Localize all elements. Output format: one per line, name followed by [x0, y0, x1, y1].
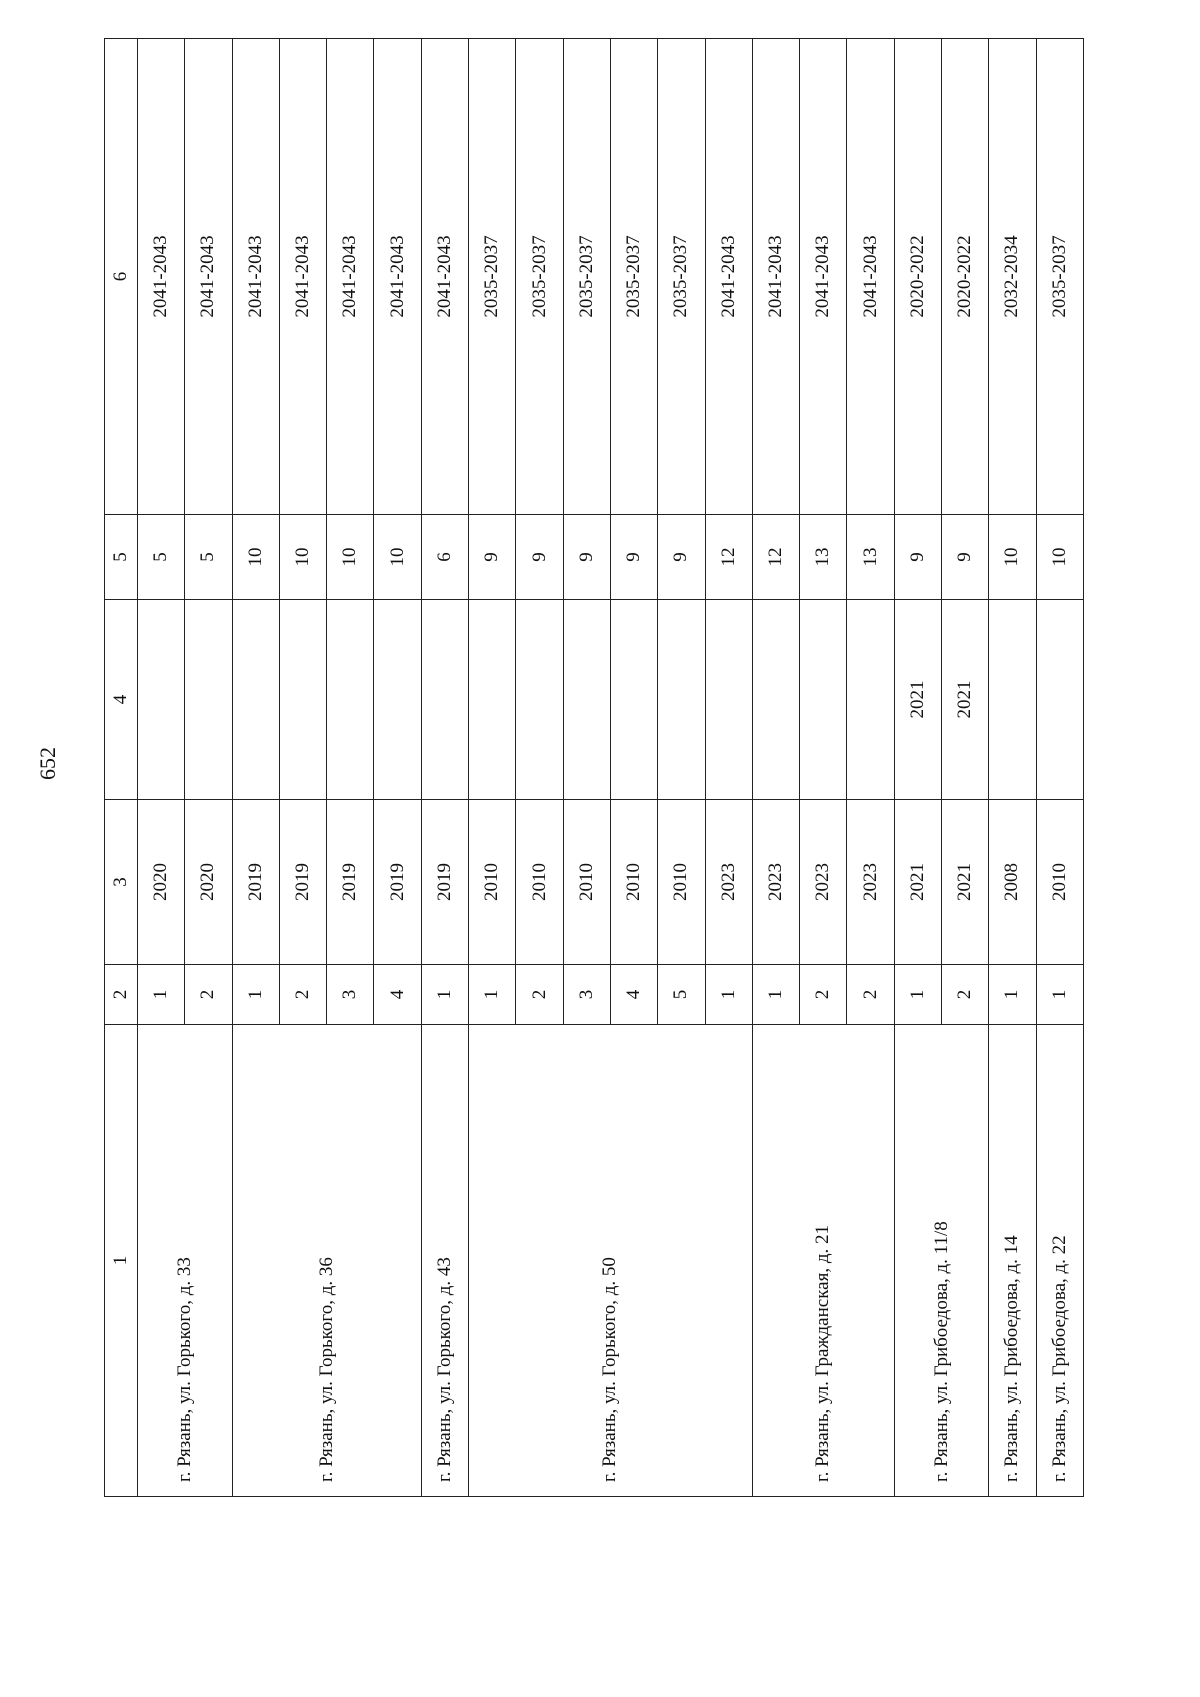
cell-c3: 2020	[138, 800, 185, 965]
cell-c6: 2041-2043	[185, 39, 232, 515]
cell-c5: 9	[469, 515, 516, 600]
cell-c6: 2035-2037	[1036, 39, 1083, 515]
cell-c2: 1	[421, 965, 468, 1025]
cell-c2: 4	[610, 965, 657, 1025]
cell-c4: 2021	[894, 600, 941, 800]
cell-c2: 1	[989, 965, 1036, 1025]
cell-c2: 2	[516, 965, 563, 1025]
cell-c6: 2020-2022	[894, 39, 941, 515]
table-row	[989, 39, 1036, 1497]
cell-c3: 2010	[516, 800, 563, 965]
cell-c2: 3	[327, 965, 374, 1025]
cell-c4	[752, 600, 799, 800]
column-header: 3	[105, 800, 138, 965]
cell-c2: 2	[279, 965, 326, 1025]
cell-c3: 2008	[989, 800, 1036, 965]
cell-c3: 2019	[279, 800, 326, 965]
cell-c3: 2021	[894, 800, 941, 965]
cell-c5: 5	[138, 515, 185, 600]
cell-c2: 1	[138, 965, 185, 1025]
address-cell: г. Рязань, ул. Грибоедова, д. 22	[1036, 1025, 1083, 1497]
cell-c2: 1	[232, 965, 279, 1025]
cell-c4	[469, 600, 516, 800]
column-header: 2	[105, 965, 138, 1025]
cell-c4	[847, 600, 894, 800]
cell-c5: 10	[327, 515, 374, 600]
cell-c4	[658, 600, 705, 800]
cell-c2: 3	[563, 965, 610, 1025]
cell-c2: 4	[374, 965, 421, 1025]
cell-c6: 2041-2043	[374, 39, 421, 515]
cell-c5: 13	[847, 515, 894, 600]
cell-c3: 2019	[232, 800, 279, 965]
cell-c5: 10	[232, 515, 279, 600]
cell-c3: 2021	[942, 800, 989, 965]
cell-c6: 2041-2043	[138, 39, 185, 515]
cell-c5: 9	[610, 515, 657, 600]
cell-c6: 2041-2043	[705, 39, 752, 515]
cell-c2: 1	[705, 965, 752, 1025]
cell-c6: 2035-2037	[516, 39, 563, 515]
cell-c3: 2023	[705, 800, 752, 965]
cell-c5: 9	[516, 515, 563, 600]
table-row	[1036, 39, 1083, 1497]
cell-c5: 10	[1036, 515, 1083, 600]
cell-c6: 2035-2037	[610, 39, 657, 515]
cell-c4	[516, 600, 563, 800]
cell-c5: 10	[279, 515, 326, 600]
cell-c5: 12	[752, 515, 799, 600]
address-cell: г. Рязань, ул. Гражданская, д. 21	[752, 1025, 894, 1497]
table-row	[469, 39, 516, 1497]
table-row	[421, 39, 468, 1497]
cell-c2: 2	[800, 965, 847, 1025]
cell-c4	[138, 600, 185, 800]
cell-c6: 2041-2043	[327, 39, 374, 515]
page-number: 652	[35, 747, 60, 780]
cell-c6: 2035-2037	[563, 39, 610, 515]
cell-c5: 6	[421, 515, 468, 600]
cell-c6: 2035-2037	[469, 39, 516, 515]
address-cell: г. Рязань, ул. Грибоедова, д. 11/8	[894, 1025, 989, 1497]
cell-c3: 2019	[374, 800, 421, 965]
cell-c3: 2023	[847, 800, 894, 965]
cell-c2: 2	[185, 965, 232, 1025]
schedule-table-rotated	[104, 39, 1084, 1497]
cell-c3: 2019	[327, 800, 374, 965]
cell-c4	[185, 600, 232, 800]
cell-c5: 12	[705, 515, 752, 600]
address-cell: г. Рязань, ул. Горького, д. 33	[138, 1025, 233, 1497]
cell-c5: 10	[374, 515, 421, 600]
column-header: 5	[105, 515, 138, 600]
address-cell: г. Рязань, ул. Горького, д. 43	[421, 1025, 468, 1497]
cell-c6: 2032-2034	[989, 39, 1036, 515]
cell-c4	[327, 600, 374, 800]
address-cell: г. Рязань, ул. Грибоедова, д. 14	[989, 1025, 1036, 1497]
cell-c2: 1	[894, 965, 941, 1025]
cell-c4	[610, 600, 657, 800]
cell-c3: 2019	[421, 800, 468, 965]
cell-c4: 2021	[942, 600, 989, 800]
cell-c2: 2	[942, 965, 989, 1025]
cell-c4	[421, 600, 468, 800]
cell-c3: 2010	[1036, 800, 1083, 965]
cell-c4	[800, 600, 847, 800]
cell-c6: 2020-2022	[942, 39, 989, 515]
cell-c3: 2023	[752, 800, 799, 965]
table-row	[752, 39, 799, 1497]
table-body	[138, 39, 1084, 1497]
cell-c3: 2010	[610, 800, 657, 965]
schedule-table	[104, 38, 1084, 1497]
cell-c4	[1036, 600, 1083, 800]
cell-c5: 9	[894, 515, 941, 600]
table-row	[232, 39, 279, 1497]
cell-c5: 5	[185, 515, 232, 600]
cell-c6: 2035-2037	[658, 39, 705, 515]
cell-c4	[989, 600, 1036, 800]
cell-c2: 2	[847, 965, 894, 1025]
cell-c2: 1	[752, 965, 799, 1025]
cell-c4	[279, 600, 326, 800]
cell-c2: 1	[1036, 965, 1083, 1025]
cell-c4	[705, 600, 752, 800]
cell-c3: 2010	[658, 800, 705, 965]
column-header: 6	[105, 39, 138, 515]
cell-c6: 2041-2043	[752, 39, 799, 515]
cell-c6: 2041-2043	[800, 39, 847, 515]
cell-c3: 2023	[800, 800, 847, 965]
cell-c5: 9	[658, 515, 705, 600]
column-header: 4	[105, 600, 138, 800]
cell-c5: 10	[989, 515, 1036, 600]
table-row	[894, 39, 941, 1497]
table-row	[138, 39, 185, 1497]
cell-c3: 2010	[469, 800, 516, 965]
cell-c6: 2041-2043	[279, 39, 326, 515]
cell-c4	[232, 600, 279, 800]
cell-c6: 2041-2043	[847, 39, 894, 515]
address-cell: г. Рязань, ул. Горького, д. 50	[469, 1025, 753, 1497]
cell-c3: 2020	[185, 800, 232, 965]
cell-c2: 5	[658, 965, 705, 1025]
cell-c6: 2041-2043	[232, 39, 279, 515]
cell-c4	[374, 600, 421, 800]
cell-c3: 2010	[563, 800, 610, 965]
cell-c6: 2041-2043	[421, 39, 468, 515]
table-header-row	[105, 39, 138, 1497]
cell-c2: 1	[469, 965, 516, 1025]
cell-c5: 9	[563, 515, 610, 600]
address-cell: г. Рязань, ул. Горького, д. 36	[232, 1025, 421, 1497]
column-header: 1	[105, 1025, 138, 1497]
cell-c5: 13	[800, 515, 847, 600]
cell-c4	[563, 600, 610, 800]
cell-c5: 9	[942, 515, 989, 600]
